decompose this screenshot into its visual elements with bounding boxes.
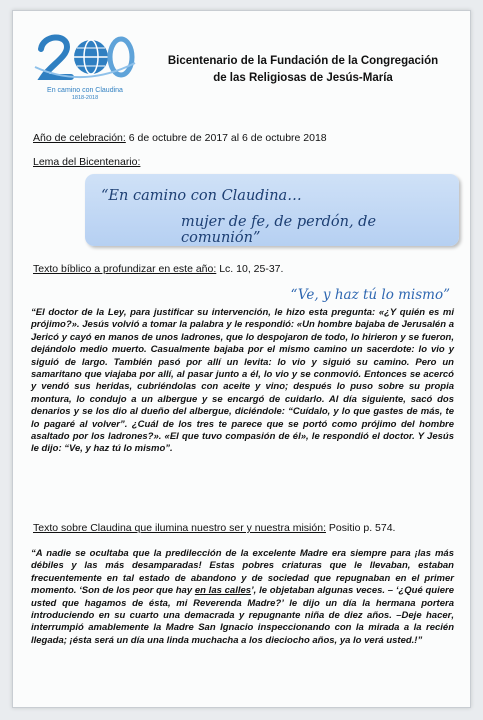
motto-label-text: Lema del Bicentenario: <box>33 156 141 168</box>
biblical-text-label: Texto bíblico a profundizar en este año: <box>33 263 217 275</box>
header-title-line1: Bicentenario de la Fundación de la Congregación <box>167 55 439 67</box>
celebration-year <box>33 132 453 144</box>
motto-line2: mujer de fe, de perdón, de comunión” <box>181 214 377 246</box>
motto-box <box>85 174 459 246</box>
highlight-let-it-be: Deje hacer <box>401 610 452 622</box>
logo-tagline: En camino con Claudina <box>47 87 123 94</box>
header-title-line2: de las Religiosas de Jesús-María <box>213 72 393 84</box>
document-page <box>12 10 471 708</box>
biblical-quote-title: “Ve, y haz tú lo mismo” <box>290 287 450 303</box>
claudina-text-ref: Positio p. 574. <box>326 522 396 534</box>
biblical-text-heading <box>33 263 453 275</box>
celebration-year-label: Año de celebración: <box>33 132 126 144</box>
highlight-same-road: por el mismo camino <box>247 344 347 356</box>
motto-label <box>33 156 453 168</box>
motto-line1: “En camino con Claudina… <box>101 188 302 204</box>
claudina-text-label: Texto sobre Claudina que ilumina nuestro ser y nuestra misión: <box>33 522 326 534</box>
claudina-passage: “A nadie se ocultaba que la predilección de la excelente Madre era siempre para ¡las más débiles y las más desamparadas! Estas pobres criaturas que le llevaban, estaban frecuentemente en tal estado de abandono y de sociedad que repugnaban en el primer momento. ‘Son de los peor que hay en las calles’, le objetaban algunas veces. – ‘¿Qué quiere usted que hagamos de ésta, mi Reverenda Madre?’ le dijo un día la hermana portera introduciendo en su cuarto una demacrada y repugnante niña de diez años. –Deje hacer, interrumpió amablemente la Madre San Ignacio inspeccionando con la mirada a la recién llegada; ¡ésta será un día una linda muchacha a los dieciocho años, ya lo verá usted.!” <box>31 548 454 646</box>
highlight-moved: lo vio y se conmovió <box>263 369 359 381</box>
biblical-text-ref: Lc. 10, 25-37. <box>216 263 284 275</box>
highlight-go-and-do: “Ve, y haz tú lo mismo” <box>64 443 171 455</box>
logo-200-icon <box>33 27 137 87</box>
logo-years: 1818-2018 <box>71 95 99 101</box>
highlight-in-the-streets: en las calles <box>194 585 252 597</box>
header-title <box>143 53 463 87</box>
bicentenary-logo <box>33 27 137 101</box>
celebration-year-value: 6 de octubre de 2017 al 6 de octubre 2018 <box>125 132 327 144</box>
biblical-passage: “El doctor de la Ley, para justificar su intervención, le hizo esta pregunta: «¿Y quién es mi prójimo?». Jesús volvió a tomar la palabra y le respondió: «Un hombre bajaba de Jerusalén a Jericó y cayó en manos de unos ladrones, que lo despojaron de todo, lo hirieron y se fueron, dejándolo medio muerto. Casualmente bajaba por el mismo camino un sacerdote: lo vio y siguió de largo. También pasó por allí un levita: lo vio y siguió su camino. Pero un samaritano que viajaba por allí, al pasar junto a él, lo vio y se conmovió. Entonces se acercó y vendó sus heridas, cubriéndolas con aceite y vino; después lo puso sobre su propia montura, lo condujo a un albergue y se encargó de cuidarlo. Al día siguiente, sacó dos denarios y se los dio al dueño del albergue, diciéndole: “Cuídalo, y lo que gastes de más, te lo pagaré al volver”. ¿Cuál de los tres te parece que se portó como prójimo del hombre asaltado por los ladrones?». «El que tuvo compasión de él», le respondió el doctor. Y Jesús le dijo: “Ve, y haz tú lo mismo”. <box>31 307 454 455</box>
claudina-text-heading <box>33 522 453 534</box>
